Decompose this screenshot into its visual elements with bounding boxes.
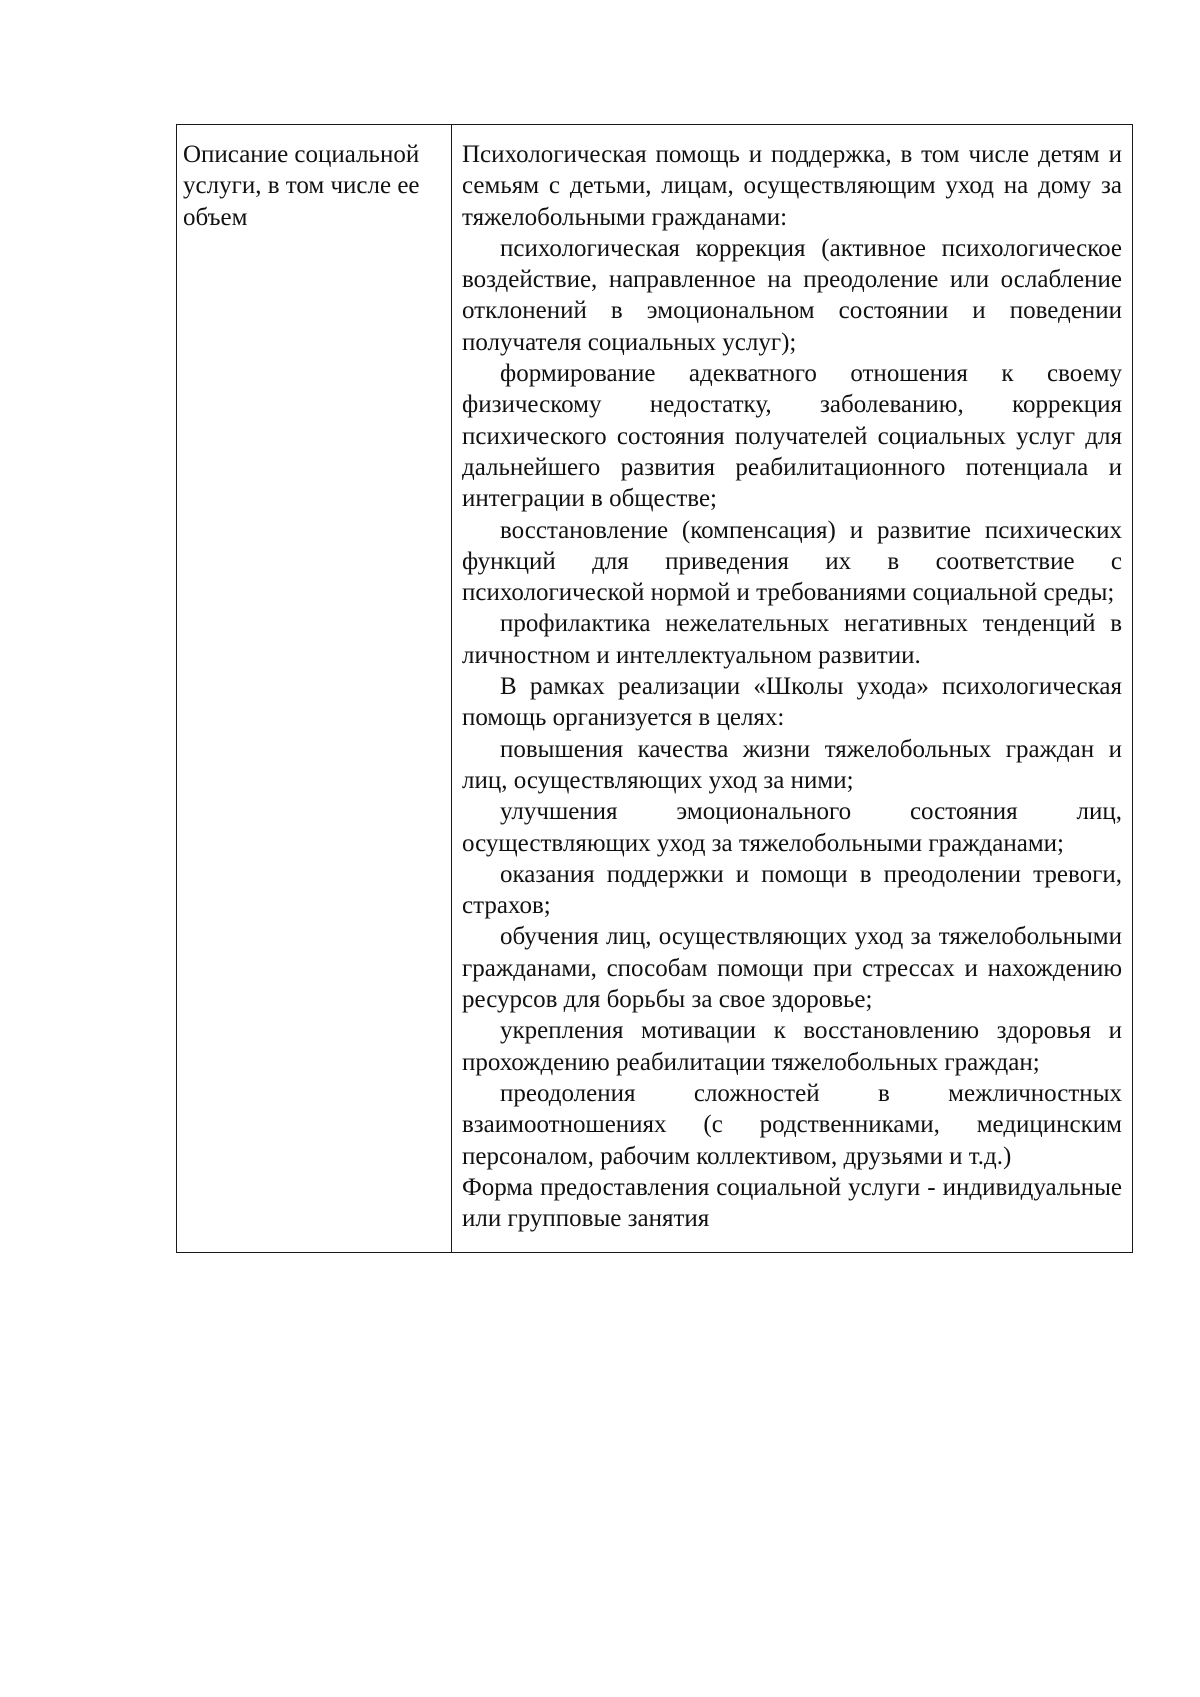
service-item: формирование адекватного отношения к своему физическому недостатку, заболеванию, коррекция психического состояния получателей социальных услуг для дальнейшего развития реабилитационного потенциала и интеграции в обществе;	[462, 360, 1122, 513]
content-cell	[452, 125, 1133, 1253]
intro-paragraph: Психологическая помощь и поддержка, в том числе детям и семьям с детьми, лицам, осуществляющим уход на дому за тяжелобольными гражданами:	[462, 141, 1122, 231]
service-item: восстановление (компенсация) и развитие психических функций для приведения их в соответствие с психологической нормой и требованиями социальной среды;	[462, 516, 1122, 607]
goal-item: оказания поддержки и помощи в преодолении тревоги, страхов;	[462, 860, 1122, 920]
school-intro-paragraph: В рамках реализации «Школы ухода» психологическая помощь организуется в целях:	[462, 673, 1122, 732]
service-item: профилактика нежелательных негативных тенденций в личностном и интеллектуальном развитии.	[462, 610, 1122, 669]
goal-item: преодоления сложностей в межличностных взаимоотношениях (с родственниками, медицинским персоналом, рабочим коллективом, друзьями и т.д.)	[462, 1079, 1122, 1170]
service-item: психологическая коррекция (активное психологическое воздействие, направленное на преодоление или ослабление отклонений в эмоциональном состоянии и поведении получателя социальных услуг);	[462, 234, 1122, 356]
row-label: Описание социальной услуги, в том числе ее объем	[183, 141, 420, 231]
goal-item: улучшения эмоционального состояния лиц, осуществляющих уход за тяжелобольными гражданами;	[462, 798, 1122, 857]
label-cell	[177, 125, 452, 1253]
table-row	[177, 125, 1133, 1253]
goal-item: повышения качества жизни тяжелобольных граждан и лиц, осуществляющих уход за ними;	[462, 735, 1122, 794]
service-description-table	[176, 124, 1133, 1253]
goal-item: укрепления мотивации к восстановлению здоровья и прохождению реабилитации тяжелобольных граждан;	[462, 1017, 1122, 1076]
form-paragraph: Форма предоставления социальной услуги - индивидуальные или групповые занятия	[462, 1173, 1122, 1233]
goal-item: обучения лиц, осуществляющих уход за тяжелобольными гражданами, способам помощи при стрессах и нахождению ресурсов для борьбы за свое здоровье;	[462, 923, 1122, 1014]
